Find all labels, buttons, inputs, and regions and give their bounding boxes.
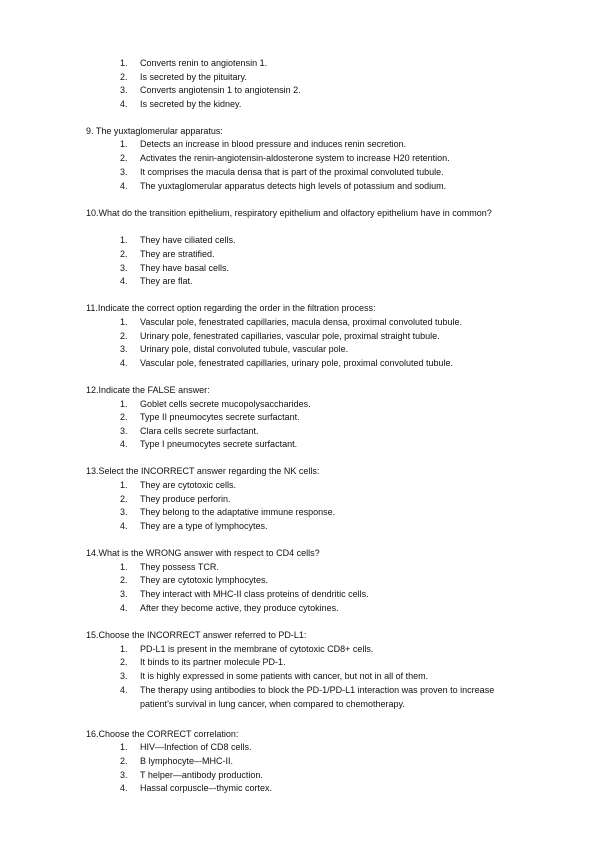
option-number: 2. <box>120 494 128 504</box>
option-text: PD-L1 is present in the membrane of cytotoxic CD8+ cells. <box>140 644 374 654</box>
option-1 <box>0 316 600 330</box>
option-number: 2. <box>120 72 128 82</box>
option-number: 1. <box>120 235 128 245</box>
option-1 <box>0 398 600 412</box>
question-stem <box>86 384 526 398</box>
option-text: Goblet cells secrete mucopolysaccharides. <box>140 399 311 409</box>
option-number: 1. <box>120 562 128 572</box>
option-3 <box>0 670 600 684</box>
option-number: 3. <box>120 589 128 599</box>
option-text: They are cytotoxic cells. <box>140 480 237 490</box>
question-text: What is the WRONG answer with respect to CD4 cells? <box>98 548 320 558</box>
option-number: 2. <box>120 575 128 585</box>
option-2 <box>0 330 600 344</box>
option-1 <box>0 138 600 152</box>
option-1 <box>0 479 600 493</box>
option-number: 1. <box>120 644 128 654</box>
option-text: Type I pneumocytes secrete surfactant. <box>140 439 298 449</box>
option-4 <box>0 602 600 616</box>
option-3 <box>0 769 600 783</box>
option-number: 4. <box>120 685 128 695</box>
option-3 <box>0 425 600 439</box>
option-4 <box>0 782 600 796</box>
option-number: 4. <box>120 276 128 286</box>
option-number: 1. <box>120 139 128 149</box>
option-number: 4. <box>120 783 128 793</box>
option-4 <box>0 98 600 112</box>
option-number: 2. <box>120 756 128 766</box>
option-2 <box>0 248 600 262</box>
option-number: 1. <box>120 399 128 409</box>
option-text: Urinary pole, fenestrated capillaries, vascular pole, proximal straight tubule. <box>140 331 440 341</box>
option-text: HIV—Infection of CD8 cells. <box>140 742 252 752</box>
option-text: Converts renin to angiotensin 1. <box>140 58 268 68</box>
option-number: 3. <box>120 507 128 517</box>
option-text: Vascular pole, fenestrated capillaries, urinary pole, proximal convoluted tubule. <box>140 358 454 368</box>
option-3 <box>0 262 600 276</box>
question-number: 16. <box>86 729 99 739</box>
question-text: Indicate the FALSE answer: <box>98 385 210 395</box>
question-text: Select the INCORRECT answer regarding the NK cells: <box>98 466 320 476</box>
option-4 <box>0 520 600 534</box>
option-number: 3. <box>120 671 128 681</box>
option-text: They produce perforin. <box>140 494 231 504</box>
question-stem <box>86 547 526 561</box>
option-1 <box>0 57 600 71</box>
question-text: The yuxtaglomerular apparatus: <box>95 126 223 136</box>
option-number: 3. <box>120 426 128 436</box>
option-1 <box>0 741 600 755</box>
option-number: 1. <box>120 317 128 327</box>
option-text: Is secreted by the kidney. <box>140 99 242 109</box>
question-stem <box>86 207 514 221</box>
option-4 <box>0 275 600 289</box>
option-text: The therapy using antibodies to block the PD-1/PD-L1 interaction was proven to increase patient’s survival in lung cancer, when compared to chemotherapy. <box>140 685 495 709</box>
option-text: They belong to the adaptative immune response. <box>140 507 336 517</box>
option-number: 4. <box>120 603 128 613</box>
option-text: They are flat. <box>140 276 193 286</box>
option-number: 3. <box>120 167 128 177</box>
question-stem <box>86 629 526 643</box>
option-text: They are cytotoxic lymphocytes. <box>140 575 269 585</box>
option-text: T helper—antibody production. <box>140 770 263 780</box>
option-2 <box>0 493 600 507</box>
option-4 <box>0 180 600 194</box>
option-number: 2. <box>120 249 128 259</box>
option-text: They possess TCR. <box>140 562 219 572</box>
option-text: It binds to its partner molecule PD-1. <box>140 657 286 667</box>
option-number: 4. <box>120 521 128 531</box>
option-number: 2. <box>120 153 128 163</box>
option-number: 2. <box>120 412 128 422</box>
option-text: Detects an increase in blood pressure and induces renin secretion. <box>140 139 407 149</box>
option-1 <box>0 643 600 657</box>
option-text: They are a type of lymphocytes. <box>140 521 268 531</box>
option-1 <box>0 561 600 575</box>
option-2 <box>0 152 600 166</box>
option-text: They are stratified. <box>140 249 215 259</box>
option-number: 1. <box>120 480 128 490</box>
option-number: 2. <box>120 657 128 667</box>
option-number: 4. <box>120 99 128 109</box>
question-stem <box>86 465 526 479</box>
option-text: It comprises the macula densa that is part of the proximal convoluted tubule. <box>140 167 444 177</box>
option-text: They interact with MHC-II class proteins of dendritic cells. <box>140 589 369 599</box>
option-number: 4. <box>120 181 128 191</box>
option-text: The yuxtaglomerular apparatus detects high levels of potassium and sodium. <box>140 181 447 191</box>
question-number: 14. <box>86 548 99 558</box>
option-3 <box>0 506 600 520</box>
option-number: 3. <box>120 263 128 273</box>
option-4 <box>0 438 600 452</box>
option-number: 2. <box>120 331 128 341</box>
option-text: Is secreted by the pituitary. <box>140 72 247 82</box>
option-number: 3. <box>120 344 128 354</box>
option-text: Activates the renin-angiotensin-aldosterone system to increase H20 retention. <box>140 153 450 163</box>
question-number: 11. <box>86 303 98 313</box>
question-number: 9. <box>86 126 94 136</box>
option-number: 4. <box>120 358 128 368</box>
option-3 <box>0 588 600 602</box>
question-number: 13. <box>86 466 99 476</box>
option-4 <box>0 357 600 371</box>
question-number: 15. <box>86 630 99 640</box>
option-2 <box>0 574 600 588</box>
option-2 <box>0 755 600 769</box>
option-text: It is highly expressed in some patients with cancer, but not in all of them. <box>140 671 429 681</box>
question-text: What do the transition epithelium, respiratory epithelium and olfactory epithelium have in common? <box>98 208 492 218</box>
option-number: 1. <box>120 742 128 752</box>
question-number: 12. <box>86 385 99 395</box>
option-2 <box>0 71 600 85</box>
option-text: B lymphocyte–-MHC-II. <box>140 756 234 766</box>
option-2 <box>0 411 600 425</box>
option-text: Clara cells secrete surfactant. <box>140 426 259 436</box>
option-2 <box>0 656 600 670</box>
option-number: 4. <box>120 439 128 449</box>
option-number: 3. <box>120 85 128 95</box>
question-text: Choose the CORRECT correlation: <box>98 729 239 739</box>
question-stem <box>86 302 526 316</box>
option-text: Urinary pole, distal convoluted tubule, vascular pole. <box>140 344 349 354</box>
option-text: Type II pneumocytes secrete surfactant. <box>140 412 300 422</box>
option-1 <box>0 234 600 248</box>
option-4 <box>0 684 600 711</box>
option-text: They have ciliated cells. <box>140 235 236 245</box>
option-text: After they become active, they produce cytokines. <box>140 603 339 613</box>
option-text: Converts angiotensin 1 to angiotensin 2. <box>140 85 301 95</box>
question-stem <box>86 728 526 742</box>
option-number: 1. <box>120 58 128 68</box>
option-text: Hassal corpuscle–-thymic cortex. <box>140 783 273 793</box>
question-text: Indicate the correct option regarding the order in the filtration process: <box>97 303 376 313</box>
question-number: 10. <box>86 208 99 218</box>
question-text: Choose the INCORRECT answer referred to PD-L1: <box>98 630 307 640</box>
option-3 <box>0 166 600 180</box>
option-text: They have basal cells. <box>140 263 230 273</box>
option-text: Vascular pole, fenestrated capillaries, macula densa, proximal convoluted tubule. <box>140 317 463 327</box>
option-number: 3. <box>120 770 128 780</box>
option-3 <box>0 343 600 357</box>
question-stem <box>86 125 526 139</box>
option-3 <box>0 84 600 98</box>
